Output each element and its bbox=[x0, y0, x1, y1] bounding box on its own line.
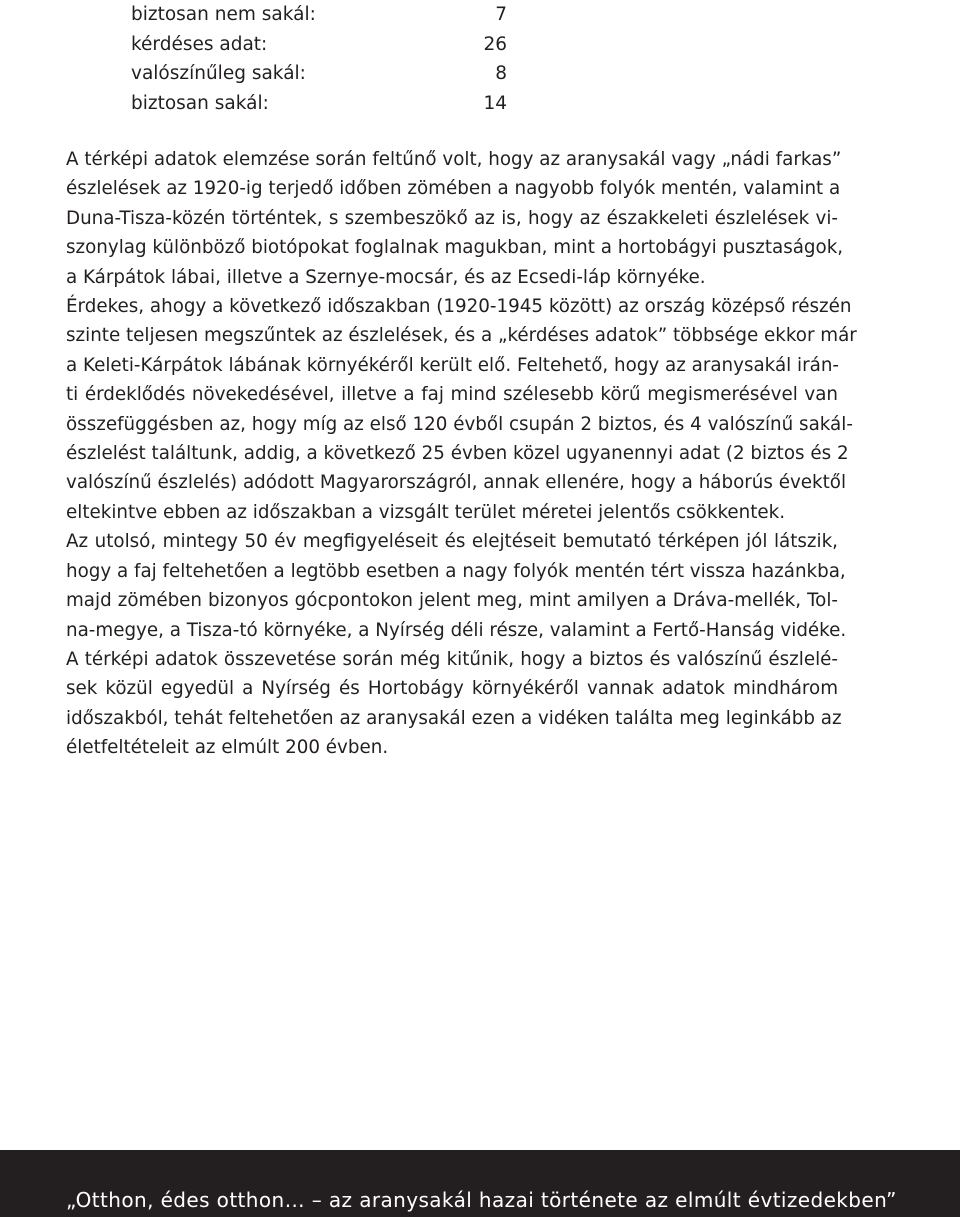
text-line: Duna-Tisza-közén történtek, s szembeszökő az is, hogy az északkeleti észlelések vi- bbox=[66, 207, 838, 229]
text-line: eltekintve ebben az időszakban a vizsgált terület méretei jelentős csökkentek. bbox=[66, 501, 786, 523]
stat-label: kérdéses adat: bbox=[131, 33, 268, 55]
statistics-list bbox=[131, 0, 507, 118]
stat-value: 7 bbox=[495, 4, 507, 25]
text-line: majd zömében bizonyos gócpontokon jelent meg, mint amilyen a Dráva-mellék, Tol- bbox=[66, 590, 838, 612]
stat-value: 8 bbox=[495, 63, 507, 84]
text-line: sek közül egyedül a Nyírség és Hortobágy környékéről vannak adatok mindhárom bbox=[66, 678, 838, 700]
stat-row-certainly-jackal bbox=[131, 89, 507, 119]
text-line: A térképi adatok elemzése során feltűnő volt, hogy az aranysakál vagy „nádi farkas” bbox=[66, 149, 842, 170]
text-line: időszakból, tehát feltehetően az aranysakál ezen a vidéken találta meg leginkább az bbox=[66, 707, 842, 729]
text-line: összefüggésben az, hogy míg az első 120 évből csupán 2 biztos, és 4 valószínű sakál- bbox=[66, 413, 853, 435]
text-line: életfeltételeit az elmúlt 200 évben. bbox=[66, 737, 389, 759]
stat-label: valószínűleg sakál: bbox=[131, 63, 306, 84]
text-line: szinte teljesen megszűntek az észlelések, és a „kérdéses adatok” többsége ekkor már bbox=[66, 325, 857, 347]
text-line: a Keleti-Kárpátok lábának környékéről került elő. Feltehető, hogy az aranysakál irán- bbox=[66, 354, 840, 376]
stat-row-not-jackal bbox=[131, 0, 507, 30]
text-line: hogy a faj feltehetően a legtöbb esetben a nagy folyók mentén tért vissza hazánkba, bbox=[66, 560, 846, 582]
text-line: észlelések az 1920-ig terjedő időben zömében a nagyobb folyók mentén, valamint a bbox=[66, 178, 841, 200]
text-line: na-megye, a Tisza-tó környéke, a Nyírség déli része, valamint a Fertő-Hanság vidéke. bbox=[66, 619, 847, 641]
stat-value: 26 bbox=[483, 33, 507, 55]
text-line: észlelést találtunk, addig, a következő 25 évben közel ugyanennyi adat (2 biztos és 2 bbox=[66, 443, 849, 465]
text-line: Az utolsó, mintegy 50 év megfigyeléseit és elejtéseit bemutató térképen jól látszik, bbox=[66, 531, 838, 553]
text-line: ti érdeklődés növekedésével, illetve a faj mind szélesebb körű megismerésével van bbox=[66, 384, 838, 406]
stat-row-probably-jackal bbox=[131, 59, 507, 89]
text-line: a Kárpátok lábai, illetve a Szernye-mocsár, és az Ecsedi-láp környéke. bbox=[66, 266, 706, 288]
paragraph-last-50-years bbox=[66, 527, 847, 645]
footer-bar bbox=[0, 1150, 960, 1217]
stat-label: biztosan sakál: bbox=[131, 92, 269, 114]
article-body bbox=[66, 145, 857, 763]
text-line: A térképi adatok összevetése során még kitűnik, hogy a biztos és valószínű észlelé- bbox=[66, 648, 838, 670]
paragraph-early-records bbox=[66, 145, 844, 292]
paragraph-1920-1945 bbox=[66, 292, 857, 527]
text-line: szonylag különböző biotópokat foglalnak magukban, mint a hortobágyi pusztaságok, bbox=[66, 237, 844, 259]
text-line: valószínű észlelés) adódott Magyarországról, annak ellenére, hogy a háborús évektől bbox=[66, 472, 847, 494]
footer-title: „Otthon, édes otthon… – az aranysakál hazai története az elmúlt évtizedekben” bbox=[66, 1188, 897, 1212]
paragraph-comparison bbox=[66, 645, 842, 763]
text-line: Érdekes, ahogy a következő időszakban (1920-1945 között) az ország középső részén bbox=[66, 296, 852, 318]
stat-label: biztosan nem sakál: bbox=[131, 4, 316, 25]
stat-value: 14 bbox=[483, 92, 507, 114]
stat-row-questionable bbox=[131, 30, 507, 60]
